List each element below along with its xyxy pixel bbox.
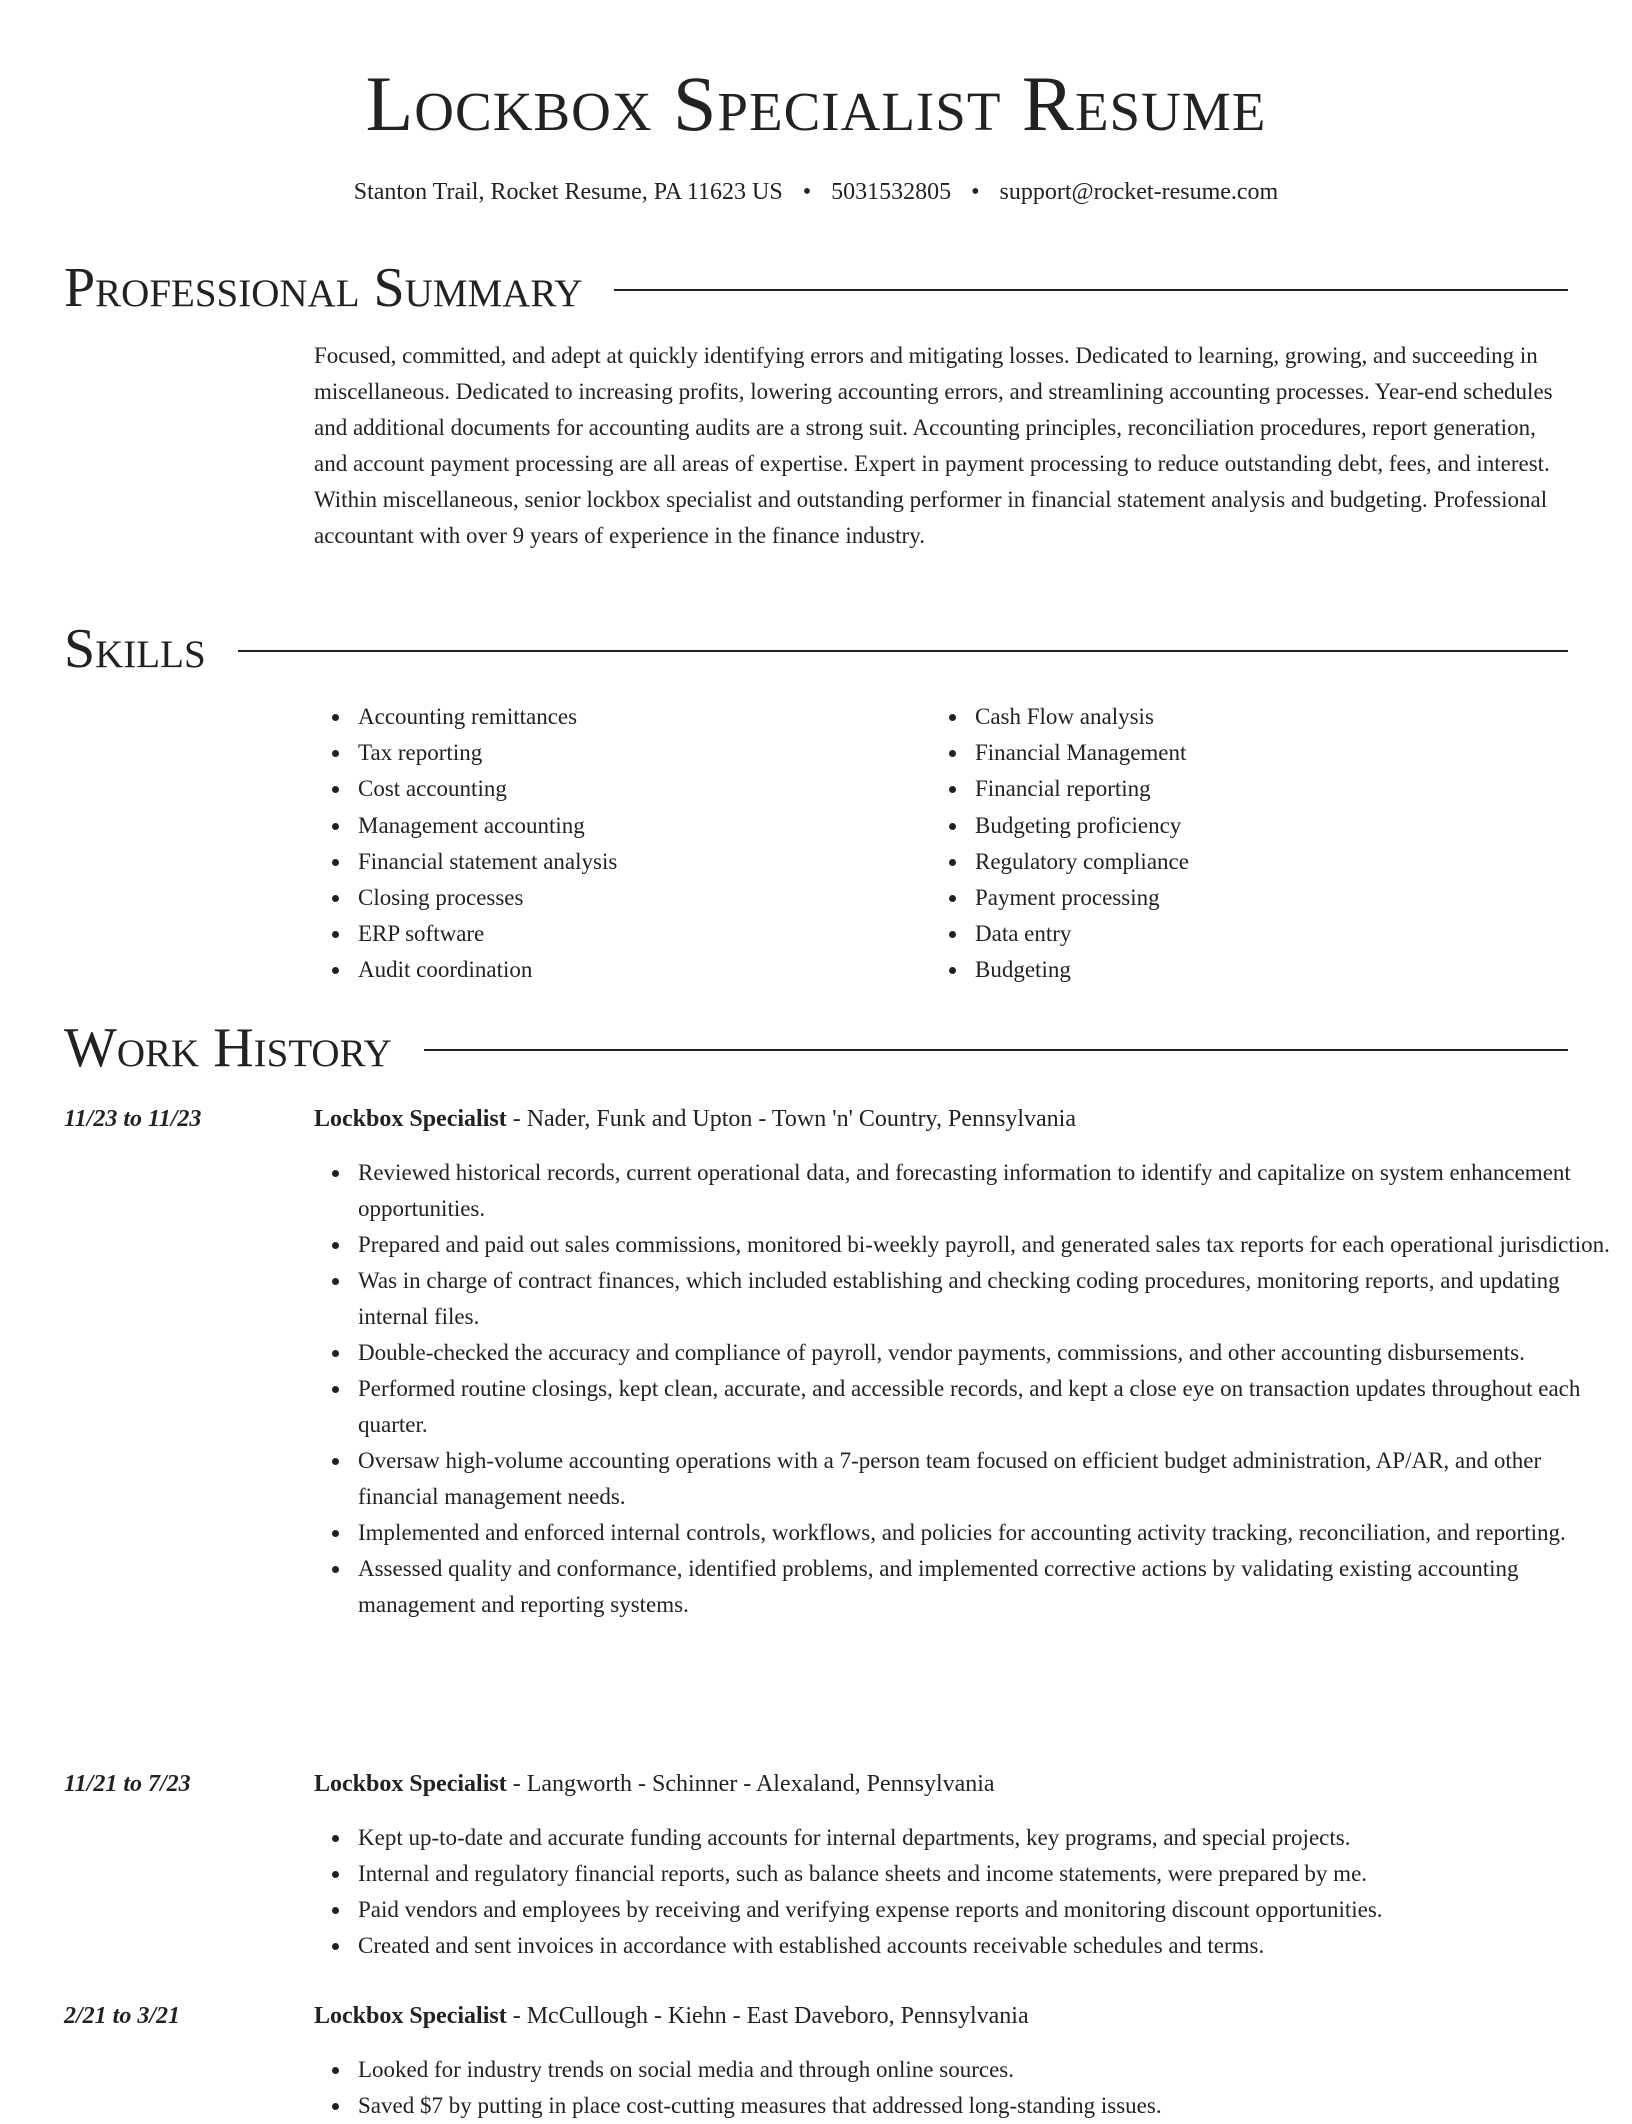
skill-item: Audit coordination — [358, 952, 617, 988]
skill-item: ERP software — [358, 916, 617, 952]
section-divider — [614, 289, 1568, 291]
skill-item: Regulatory compliance — [975, 844, 1189, 880]
skill-item: Financial reporting — [975, 771, 1189, 807]
separator: • — [971, 179, 980, 205]
skill-item: Management accounting — [358, 808, 617, 844]
job-header — [314, 1103, 1076, 1135]
skill-item: Accounting remittances — [358, 699, 617, 735]
job-details: - Langworth - Schinner - Alexaland, Pennsylvania — [506, 1771, 995, 1797]
job-bullet: Performed routine closings, kept clean, accurate, and accessible records, and kept a close eye on transaction updates throughout each quarter. — [358, 1371, 1612, 1443]
job-role: Lockbox Specialist — [314, 1106, 507, 1132]
address: Stanton Trail, Rocket Resume, PA 11623 US — [353, 179, 783, 205]
skill-item: Closing processes — [358, 880, 617, 916]
summary-text: Focused, committed, and adept at quickly identifying errors and mitigating losses. Dedicated to learning, growing, and succeeding in miscellaneous. Dedicated to increasing profits, lowering accounting errors, and streamlining accounting processes. Year-end schedules and additional documents for accounting audits are a strong suit. Accounting principles, reconciliation procedures, report generation, and account payment processing are all areas of expertise. Expert in payment processing to reduce outstanding debt, fees, and interest. Within miscellaneous, senior lockbox specialist and outstanding performer in financial statement analysis and budgeting. Professional accountant with over 9 years of experience in the finance industry. — [314, 343, 1553, 548]
skill-item: Cost accounting — [358, 771, 617, 807]
skills-section-header — [64, 617, 1568, 681]
work-heading: Work History — [64, 1017, 392, 1079]
skill-item: Budgeting — [975, 952, 1189, 988]
skill-item: Cash Flow analysis — [975, 699, 1189, 735]
contact-line — [0, 176, 1632, 208]
job-bullet: Implemented and enforced internal controls, workflows, and policies for accounting activity tracking, reconciliation, and reporting. — [358, 1515, 1612, 1551]
skill-item: Financial Management — [975, 735, 1189, 771]
summary-section-header — [64, 256, 1568, 320]
skill-item: Financial statement analysis — [358, 844, 617, 880]
job-bullets — [314, 1155, 1612, 1623]
section-divider — [238, 650, 1568, 652]
job-bullet: Paid vendors and employees by receiving and verifying expense reports and monitoring discount opportunities. — [358, 1892, 1612, 1928]
resume-title: Lockbox Specialist Resume — [365, 60, 1267, 147]
job-bullet: Assessed quality and conformance, identified problems, and implemented corrective actions by validating existing accounting management and reporting systems. — [358, 1551, 1612, 1623]
job-bullet: Oversaw high-volume accounting operations with a 7-person team focused on efficient budget administration, AP/AR, and other financial management needs. — [358, 1443, 1612, 1515]
skills-heading: Skills — [64, 618, 206, 680]
email: support@rocket-resume.com — [999, 179, 1279, 205]
job-bullet: Looked for industry trends on social media and through online sources. — [358, 2052, 1612, 2088]
job-header — [314, 1768, 995, 1800]
skill-item: Budgeting proficiency — [975, 808, 1189, 844]
phone: 5031532805 — [831, 179, 952, 205]
job-role: Lockbox Specialist — [314, 1771, 507, 1797]
skill-item: Data entry — [975, 916, 1189, 952]
job-details: - Nader, Funk and Upton - Town 'n' Country, Pennsylvania — [506, 1106, 1076, 1132]
skill-item: Tax reporting — [358, 735, 617, 771]
job-dates: 2/21 to 3/21 — [64, 2003, 181, 2029]
job-details: - McCullough - Kiehn - East Daveboro, Pennsylvania — [506, 2003, 1029, 2029]
job-dates: 11/21 to 7/23 — [64, 1771, 191, 1797]
section-divider — [424, 1049, 1568, 1051]
skill-item: Payment processing — [975, 880, 1189, 916]
work-section-header — [64, 1016, 1568, 1080]
separator: • — [802, 179, 812, 205]
job-bullet: Prepared and paid out sales commissions, monitored bi-weekly payroll, and generated sales tax reports for each operational jurisdiction. — [358, 1227, 1612, 1263]
job-bullet: Saved $7 by putting in place cost-cutting measures that addressed long-standing issues. — [358, 2088, 1612, 2124]
job-bullet: Created and sent invoices in accordance with established accounts receivable schedules and terms. — [358, 1928, 1612, 1964]
job-bullets — [314, 2052, 1612, 2124]
skills-list-left — [314, 699, 617, 989]
job-bullet: Kept up-to-date and accurate funding accounts for internal departments, key programs, and special projects. — [358, 1820, 1612, 1856]
job-bullet: Reviewed historical records, current operational data, and forecasting information to identify and capitalize on system enhancement opportunities. — [358, 1155, 1612, 1227]
job-role: Lockbox Specialist — [314, 2003, 507, 2029]
job-bullets — [314, 1820, 1612, 1964]
skills-list-right — [931, 699, 1189, 989]
job-bullet: Was in charge of contract finances, which included establishing and checking coding procedures, monitoring reports, and updating internal files. — [358, 1263, 1612, 1335]
job-bullet: Double-checked the accuracy and compliance of payroll, vendor payments, commissions, and other accounting disbursements. — [358, 1335, 1612, 1371]
job-header — [314, 2000, 1029, 2032]
job-bullet: Internal and regulatory financial reports, such as balance sheets and income statements, were prepared by me. — [358, 1856, 1612, 1892]
summary-heading: Professional Summary — [64, 257, 583, 319]
job-dates: 11/23 to 11/23 — [64, 1106, 202, 1132]
